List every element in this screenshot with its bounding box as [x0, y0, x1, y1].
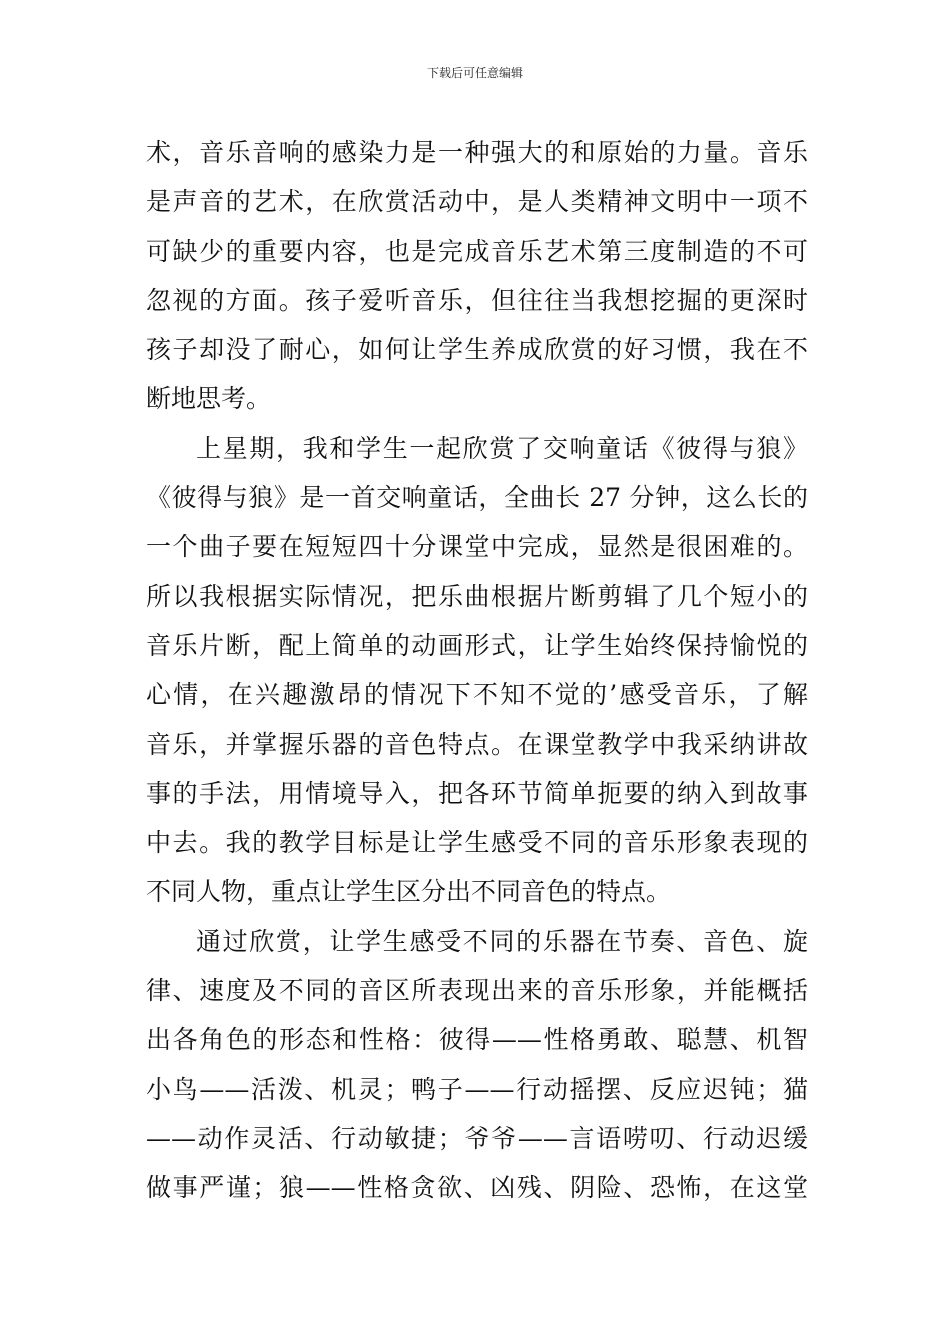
text-line: 可缺少的重要内容，也是完成音乐艺术第三度制造的不可 — [146, 236, 808, 266]
text-line: 通过欣赏，让学生感受不同的乐器在节奏、音色、旋 — [196, 926, 808, 956]
text-line: 小鸟——活泼、机灵；鸭子——行动摇摆、反应迟钝；猫 — [146, 1074, 808, 1104]
paragraph-1 — [146, 128, 808, 424]
paragraph-3 — [146, 917, 808, 1213]
page-header: 下载后可任意编辑 — [426, 66, 523, 80]
paragraph-2 — [146, 424, 808, 917]
text-line: ——动作灵活、行动敏捷；爷爷——言语唠叨、行动迟缓 — [146, 1123, 808, 1153]
text-line: 《彼得与狼》是一首交响童话，全曲长 27 分钟，这么长的 — [146, 483, 808, 513]
text-line: 音乐片断，配上简单的动画形式，让学生始终保持愉悦的 — [146, 630, 808, 660]
text-line: 不同人物，重点让学生区分出不同音色的特点。 — [146, 877, 672, 907]
text-line: 中去。我的教学目标是让学生感受不同的音乐形象表现的 — [146, 828, 808, 858]
text-line: 心情，在兴趣激昂的情况下不知不觉的’感受音乐，了解 — [146, 680, 808, 710]
text-line: 事的手法，用情境导入，把各环节简单扼要的纳入到故事 — [146, 778, 808, 808]
text-line: 断地思考。 — [146, 384, 272, 414]
text-line: 忽视的方面。孩子爱听音乐，但往往当我想挖掘的更深时 — [146, 285, 808, 315]
text-line: 是声音的艺术，在欣赏活动中，是人类精神文明中一项不 — [146, 187, 808, 217]
text-line: 上星期，我和学生一起欣赏了交响童话《彼得与狼》 — [196, 433, 808, 463]
text-line: 出各角色的形态和性格：彼得——性格勇敢、聪慧、机智 — [146, 1025, 808, 1055]
text-line: 一个曲子要在短短四十分课堂中完成，显然是很困难的。 — [146, 532, 808, 562]
text-line: 所以我根据实际情况，把乐曲根据片断剪辑了几个短小的 — [146, 581, 808, 611]
text-line: 律、速度及不同的音区所表现出来的音乐形象，并能概括 — [146, 976, 808, 1006]
text-line: 术，音乐音响的感染力是一种强大的和原始的力量。音乐 — [146, 138, 808, 167]
text-line: 孩子却没了耐心，如何让学生养成欣赏的好习惯，我在不 — [146, 335, 808, 365]
text-line: 做事严谨；狼——性格贪欲、凶残、阴险、恐怖，在这堂 — [146, 1173, 808, 1203]
document-body — [146, 128, 808, 1213]
text-line: 音乐，并掌握乐器的音色特点。在课堂教学中我采纳讲故 — [146, 729, 808, 759]
